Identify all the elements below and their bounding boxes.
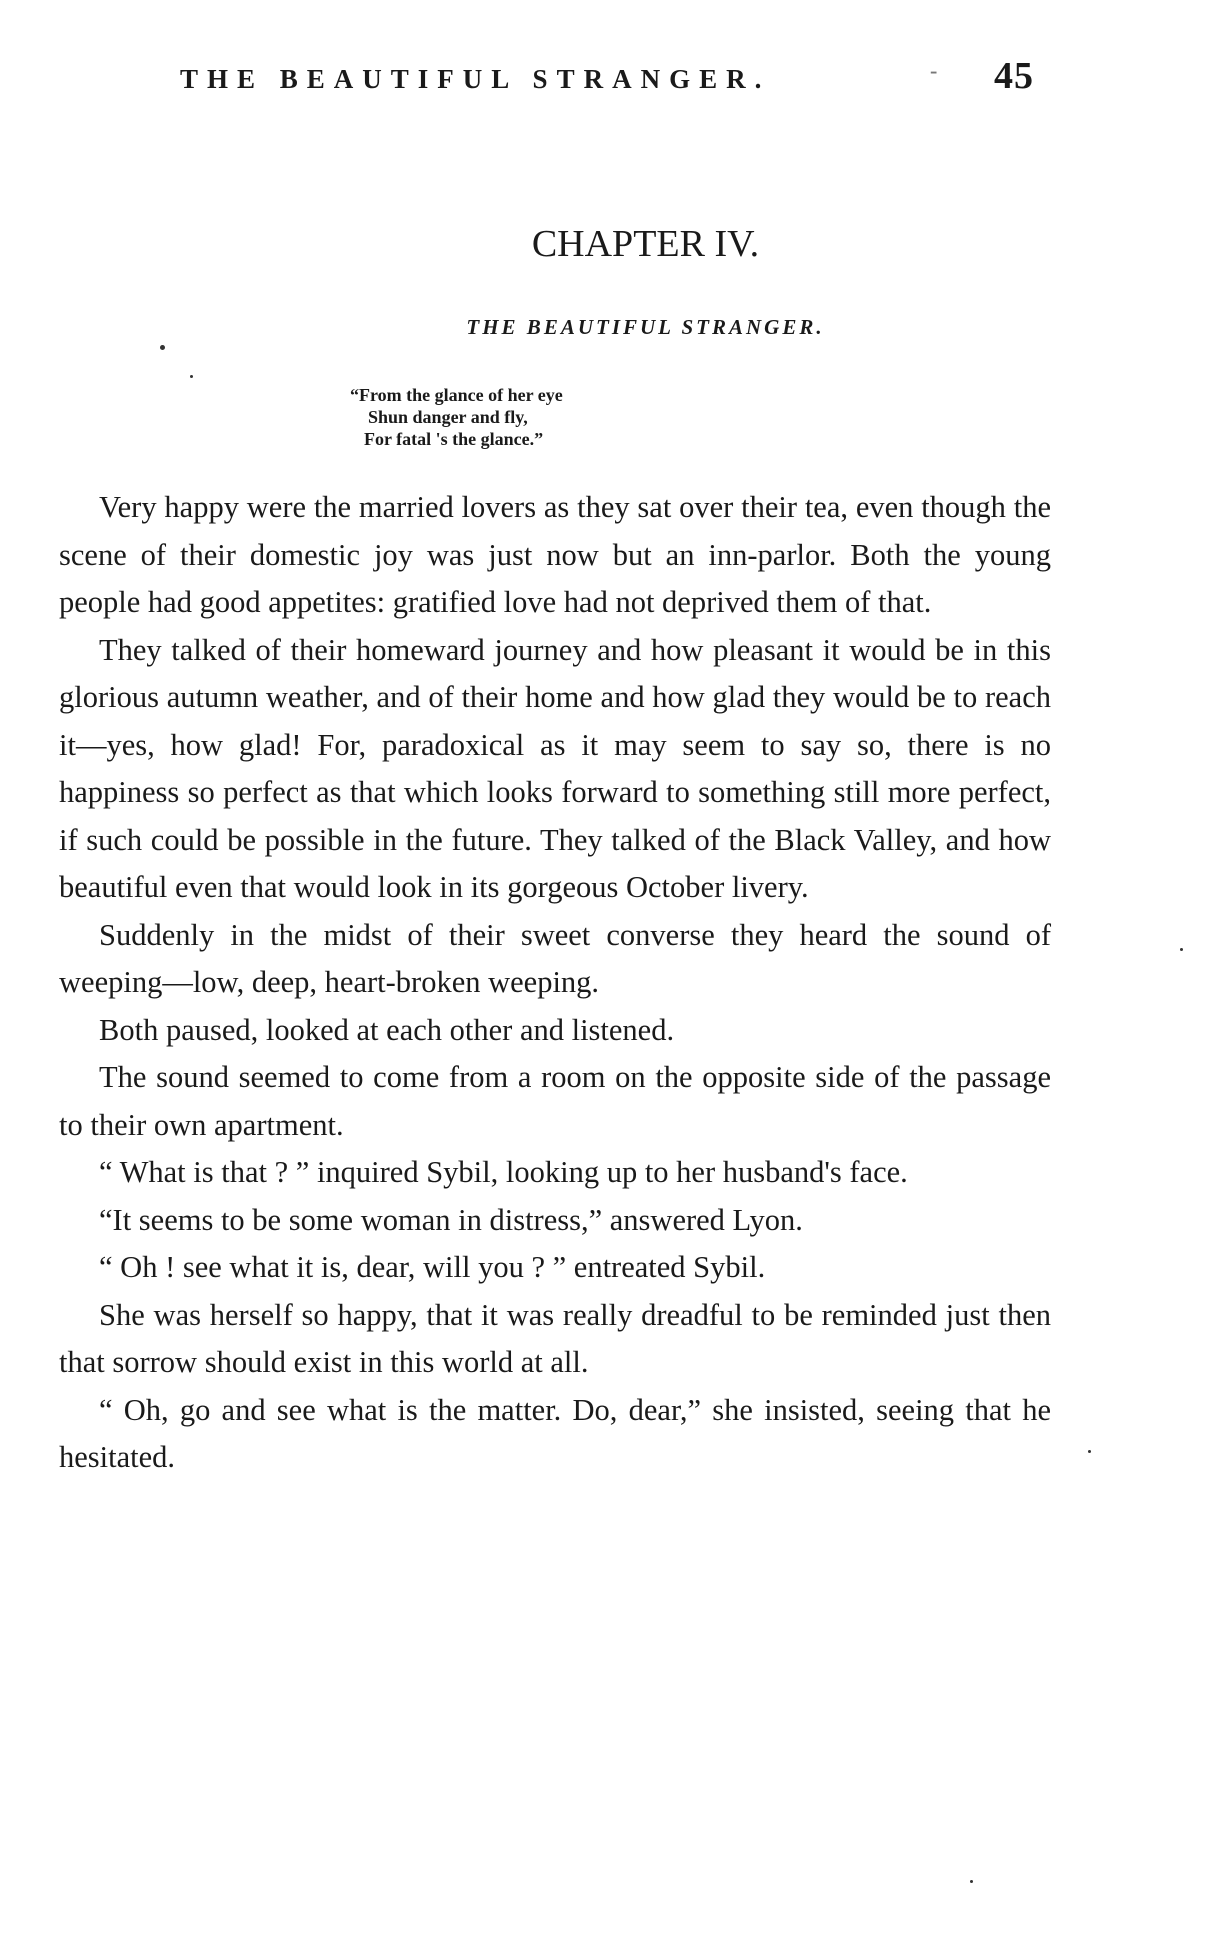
epigraph <box>350 384 563 450</box>
ink-speck <box>970 1880 973 1883</box>
epigraph-line: Shun danger and fly, <box>368 407 528 427</box>
body-text <box>59 484 1051 1482</box>
ink-speck <box>1180 948 1183 951</box>
ink-speck <box>1088 1450 1091 1453</box>
epigraph-line: For fatal 's the glance.” <box>364 429 544 449</box>
chapter-heading: CHAPTER IV. <box>531 223 760 265</box>
paragraph: Very happy were the married lovers as they sat over their tea, even though the scene of their domestic joy was just now but an inn-parlor. Both the young people had good appetites: gratified love had not deprived them of that. <box>59 490 1051 619</box>
paragraph: “ What is that ? ” inquired Sybil, looking up to her husband's face. <box>99 1155 908 1189</box>
ink-speck <box>190 375 193 378</box>
page-number: 45 <box>994 55 1034 97</box>
paragraph: She was herself so happy, that it was really dreadful to be reminded just then that sorrow should exist in this world at all. <box>59 1297 1051 1379</box>
chapter-title: THE BEAUTIFUL STRANGER. <box>466 315 825 339</box>
header-dash: - <box>930 58 938 83</box>
paragraph: “ Oh, go and see what is the matter. Do, dear,” she insisted, seeing that he hesitated. <box>59 1392 1051 1474</box>
paragraph: “It seems to be some woman in distress,” answered Lyon. <box>99 1202 803 1237</box>
paragraph: “ Oh ! see what it is, dear, will you ? ” entreated Sybil. <box>99 1250 766 1284</box>
paragraph: They talked of their homeward journey and how pleasant it would be in this glorious autumn weather, and of their home and how glad they would be to reach it—yes, how glad! For, paradoxical as it may seem to say so, there is no happiness so perfect as that which looks forward to something still more perfect, if such could be possible in the future. They talked of the Black Valley, and how beautiful even that would look in its gorgeous October livery. <box>59 632 1051 904</box>
ink-speck <box>160 345 165 350</box>
running-header <box>160 55 1060 98</box>
running-title: THE BEAUTIFUL STRANGER. <box>180 64 771 94</box>
epigraph-line: “From the glance of her eye <box>350 385 563 405</box>
paragraph: Suddenly in the midst of their sweet converse they heard the sound of weeping—low, deep, heart-broken weeping. <box>59 917 1051 999</box>
paragraph: The sound seemed to come from a room on the opposite side of the passage to their own apartment. <box>59 1060 1051 1142</box>
paragraph: Both paused, looked at each other and listened. <box>99 1012 675 1047</box>
